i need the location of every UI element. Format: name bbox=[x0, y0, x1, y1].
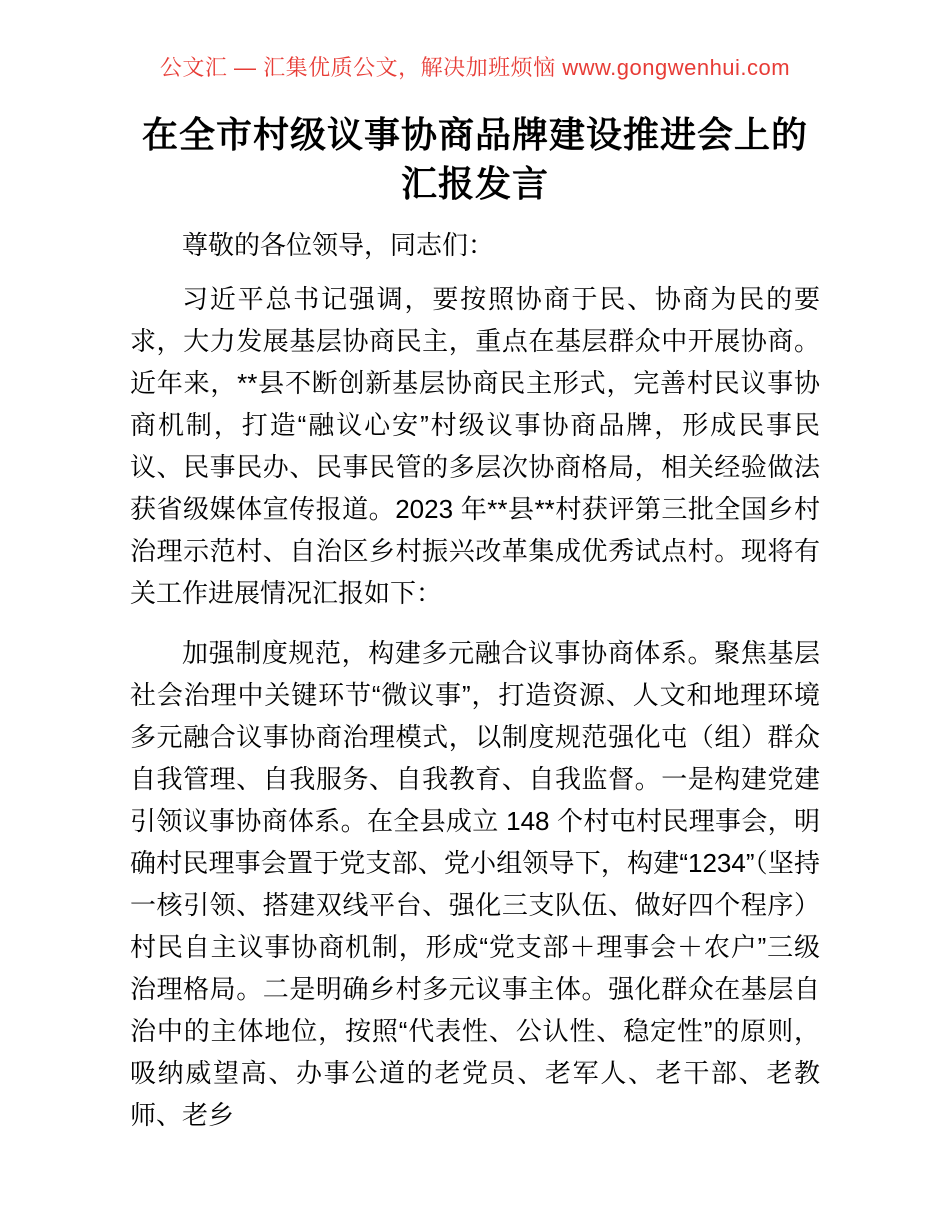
paragraph-section-1: 加强制度规范，构建多元融合议事协商体系。聚焦基层社会治理中关键环节“微议事”，打造资源、人文和地理环境多元融合议事协商治理模式，以制度规范强化屯（组）群众自我管理、自我服务、自我教育、自我监督。一是构建党建引领议事协商体系。在全县成立 148 个村屯村民理事会，明确村民理事会置于党支部、党小组领导下，构建“1234”（坚持一核引领、搭建双线平台、强化三支队伍、做好四个程序）村民自主议事协商机制，形成“党支部＋理事会＋农户”三级治理格局。二是明确乡村多元议事主体。强化群众在基层自治中的主体地位，按照“代表性、公认性、稳定性”的原则，吸纳威望高、办事公道的老党员、老军人、老干部、老教师、老乡 bbox=[130, 638, 820, 1130]
watermark-header: 公文汇 — 汇集优质公文，解决加班烦恼 www.gongwenhui.com bbox=[159, 55, 791, 80]
document-content bbox=[130, 54, 820, 1136]
paragraph-intro: 习近平总书记强调，要按照协商于民、协商为民的要求，大力发展基层协商民主，重点在基层群众中开展协商。近年来，**县不断创新基层协商民主形式，完善村民议事协商机制，打造“融议心安”村级议事协商品牌，形成民事民议、民事民办、民事民管的多层次协商格局，相关经验做法获省级媒体宣传报道。2023 年**县**村获评第三批全国乡村治理示范村、自治区乡村振兴改革集成优秀试点村。现将有关工作进展情况汇报如下： bbox=[130, 284, 820, 608]
page-title: 在全市村级议事协商品牌建设推进会上的汇报发言 bbox=[141, 114, 808, 204]
greeting-line: 尊敬的各位领导，同志们： bbox=[182, 230, 495, 260]
